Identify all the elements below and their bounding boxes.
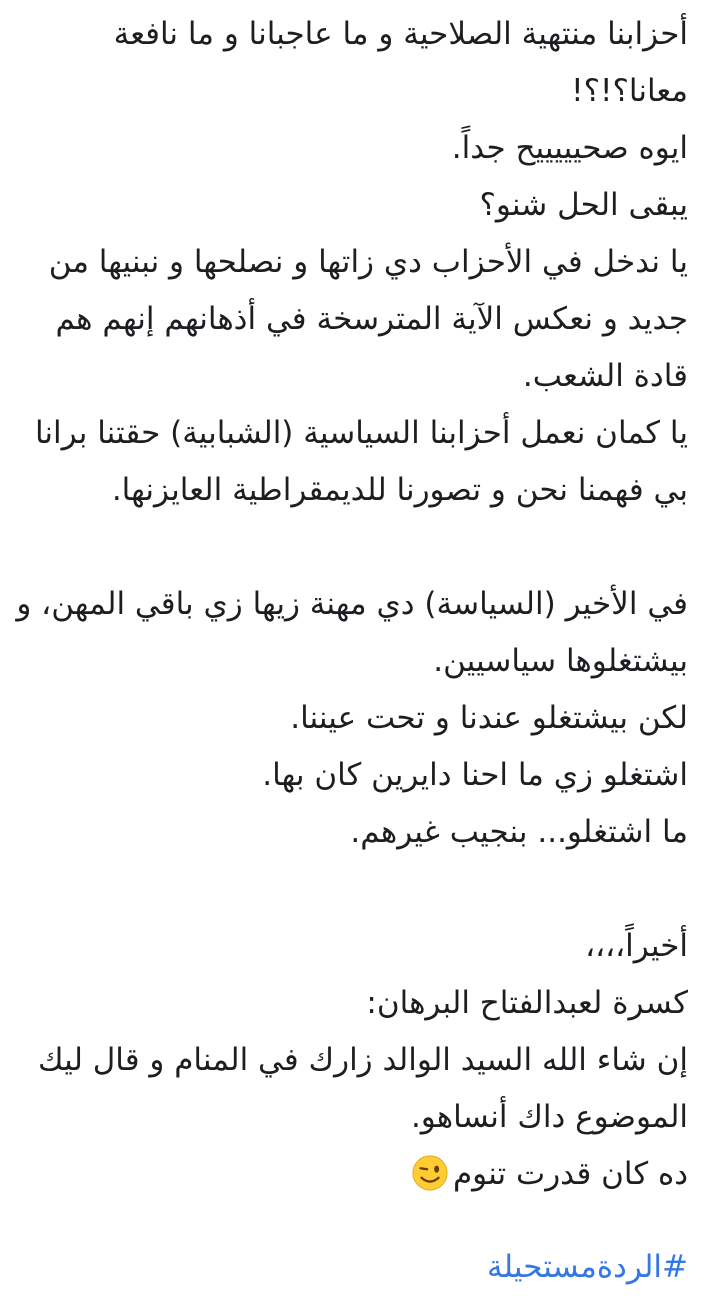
- post-line: ايوه صحيييييح جداً.: [451, 130, 688, 166]
- post-line: إن شاء الله السيد الوالد زارك في المنام و قال ليك: [37, 1042, 688, 1078]
- post-line: جديد و نعكس الآية المترسخة في أذهانهم إنهم هم: [55, 301, 688, 337]
- post-line: الموضوع داك أنساهو.: [410, 1099, 688, 1135]
- post-line: معانا؟!؟!: [571, 73, 688, 109]
- post-line: يبقى الحل شنو؟: [479, 187, 688, 223]
- post-line: يا كمان نعمل أحزابنا السياسية (الشبابية) حقتنا برانا: [34, 415, 688, 451]
- post-line-with-emoji: [20, 1146, 688, 1203]
- post-line: في الأخير (السياسة) دي مهنة زيها زي باقي المهن، و: [16, 586, 688, 622]
- post-line: بيشتغلوها سياسيين.: [433, 643, 688, 679]
- post-line: أحزابنا منتهية الصلاحية و ما عاجبانا و ما نافعة: [113, 16, 688, 52]
- post-body: [16, 6, 688, 1296]
- post-line: أخيراً،،،،: [585, 928, 688, 964]
- post-line: اشتغلو زي ما احنا دايرين كان بها.: [262, 757, 688, 793]
- winking-face-emoji-icon: [411, 1154, 449, 1192]
- paragraph-gap: [20, 861, 688, 918]
- post-line: ما اشتغلو... بنجيب غيرهم.: [350, 814, 688, 850]
- post-line: قادة الشعب.: [522, 358, 688, 394]
- paragraph-gap: [20, 519, 688, 576]
- post-line-text: ده كان قدرت تنوم: [452, 1156, 688, 1192]
- post-line: لكن بيشتغلو عندنا و تحت عيننا.: [290, 700, 688, 736]
- hashtag-link[interactable]: #الردةمستحيلة: [486, 1249, 688, 1285]
- post-line: كسرة لعبدالفتاح البرهان:: [366, 985, 688, 1021]
- post-line: بي فهمنا نحن و تصورنا للديمقراطية العايزنها.: [111, 472, 688, 508]
- post-line: يا ندخل في الأحزاب دي زاتها و نصلحها و نبنيها من: [48, 244, 688, 280]
